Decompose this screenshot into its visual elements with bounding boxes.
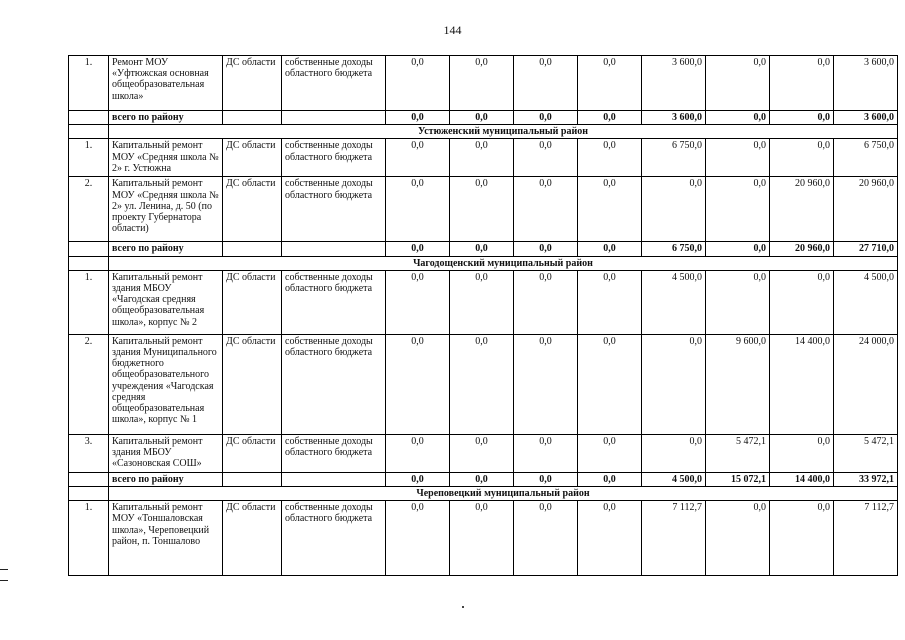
amount-cell: 0,0 [514, 177, 578, 242]
blank-cell [69, 111, 109, 125]
total-label: всего по району [109, 242, 223, 256]
total-label: всего по району [109, 111, 223, 125]
amount-cell: 0,0 [450, 270, 514, 334]
district-name: Устюженский муниципальный район [109, 125, 898, 139]
customer-name: ДС области [223, 177, 282, 242]
object-name: Ремонт МОУ «Уфтюжская основная общеобразовательная школа» [109, 56, 223, 111]
amount-cell: 0,0 [706, 139, 770, 177]
amount-cell: 7 112,7 [834, 501, 898, 576]
blank-cell [69, 472, 109, 486]
amount-cell: 0,0 [386, 177, 450, 242]
amount-cell: 0,0 [578, 334, 642, 434]
page-number: 144 [443, 23, 462, 37]
amount-cell: 0,0 [450, 334, 514, 434]
district-header-row [69, 487, 898, 501]
funding-source: собственные доходы областного бюджета [282, 56, 386, 111]
row-number: 1. [69, 501, 109, 576]
blank-cell [282, 472, 386, 486]
row-number: 1. [69, 270, 109, 334]
table-row [69, 177, 898, 242]
amount-cell: 0,0 [450, 434, 514, 472]
table-row [69, 334, 898, 434]
amount-cell: 6 750,0 [834, 139, 898, 177]
total-amount-cell: 0,0 [450, 472, 514, 486]
amount-cell: 0,0 [642, 177, 706, 242]
amount-cell: 0,0 [770, 501, 834, 576]
amount-cell: 0,0 [514, 434, 578, 472]
object-name: Капитальный ремонт МОУ «Средняя школа № 2» г. Устюжна [109, 139, 223, 177]
row-number: 3. [69, 434, 109, 472]
blank-cell [69, 487, 109, 501]
amount-cell: 4 500,0 [642, 270, 706, 334]
total-amount-cell: 0,0 [578, 472, 642, 486]
district-name: Череповецкий муниципальный район [109, 487, 898, 501]
amount-cell: 3 600,0 [642, 56, 706, 111]
amount-cell: 6 750,0 [642, 139, 706, 177]
total-label: всего по району [109, 472, 223, 486]
amount-cell: 5 472,1 [834, 434, 898, 472]
amount-cell: 3 600,0 [834, 56, 898, 111]
amount-cell: 0,0 [770, 139, 834, 177]
total-amount-cell: 0,0 [386, 472, 450, 486]
amount-cell: 0,0 [386, 501, 450, 576]
total-amount-cell: 0,0 [578, 111, 642, 125]
table-row [69, 139, 898, 177]
blank-cell [223, 111, 282, 125]
margin-mark [0, 569, 8, 570]
total-amount-cell: 20 960,0 [770, 242, 834, 256]
total-amount-cell: 0,0 [450, 111, 514, 125]
object-name: Капитальный ремонт МОУ «Тоншаловская школа», Череповецкий район, п. Тоншалово [109, 501, 223, 576]
blank-cell [282, 242, 386, 256]
budget-table [68, 55, 898, 576]
amount-cell: 5 472,1 [706, 434, 770, 472]
blank-cell [223, 242, 282, 256]
total-amount-cell: 0,0 [578, 242, 642, 256]
object-name: Капитальный ремонт здания Муниципального бюджетного общеобразовательного учреждения «Чагодская средняя общеобразовательная школа», корпус № 1 [109, 334, 223, 434]
funding-source: собственные доходы областного бюджета [282, 334, 386, 434]
district-name: Чагодощенский муниципальный район [109, 256, 898, 270]
margin-mark [0, 580, 8, 581]
amount-cell: 0,0 [706, 270, 770, 334]
customer-name: ДС области [223, 434, 282, 472]
amount-cell: 0,0 [770, 434, 834, 472]
amount-cell: 0,0 [514, 56, 578, 111]
amount-cell: 0,0 [578, 434, 642, 472]
district-header-row [69, 256, 898, 270]
amount-cell: 0,0 [578, 56, 642, 111]
amount-cell: 0,0 [706, 56, 770, 111]
total-amount-cell: 6 750,0 [642, 242, 706, 256]
total-amount-cell: 0,0 [706, 111, 770, 125]
blank-cell [69, 256, 109, 270]
amount-cell: 0,0 [514, 139, 578, 177]
customer-name: ДС области [223, 56, 282, 111]
blank-cell [69, 242, 109, 256]
amount-cell: 7 112,7 [642, 501, 706, 576]
blank-cell [69, 125, 109, 139]
total-amount-cell: 0,0 [706, 242, 770, 256]
amount-cell: 0,0 [386, 434, 450, 472]
row-number: 1. [69, 139, 109, 177]
funding-source: собственные доходы областного бюджета [282, 501, 386, 576]
total-amount-cell: 0,0 [514, 111, 578, 125]
total-amount-cell: 27 710,0 [834, 242, 898, 256]
total-amount-cell: 0,0 [386, 242, 450, 256]
district-header-row [69, 125, 898, 139]
object-name: Капитальный ремонт МОУ «Средняя школа № 2» ул. Ленина, д. 50 (по проекту Губернатора области) [109, 177, 223, 242]
amount-cell: 0,0 [450, 177, 514, 242]
funding-source: собственные доходы областного бюджета [282, 177, 386, 242]
amount-cell: 0,0 [770, 270, 834, 334]
amount-cell: 0,0 [386, 139, 450, 177]
amount-cell: 20 960,0 [770, 177, 834, 242]
amount-cell: 0,0 [514, 270, 578, 334]
total-amount-cell: 0,0 [514, 472, 578, 486]
table-row [69, 56, 898, 111]
funding-source: собственные доходы областного бюджета [282, 434, 386, 472]
amount-cell: 0,0 [578, 501, 642, 576]
amount-cell: 0,0 [770, 56, 834, 111]
amount-cell: 0,0 [450, 139, 514, 177]
table-row [69, 434, 898, 472]
amount-cell: 0,0 [514, 501, 578, 576]
amount-cell: 9 600,0 [706, 334, 770, 434]
amount-cell: 0,0 [706, 177, 770, 242]
amount-cell: 0,0 [450, 501, 514, 576]
total-amount-cell: 0,0 [514, 242, 578, 256]
row-number: 1. [69, 56, 109, 111]
total-amount-cell: 15 072,1 [706, 472, 770, 486]
total-amount-cell: 4 500,0 [642, 472, 706, 486]
total-amount-cell: 3 600,0 [642, 111, 706, 125]
total-amount-cell: 33 972,1 [834, 472, 898, 486]
amount-cell: 14 400,0 [770, 334, 834, 434]
total-amount-cell: 3 600,0 [834, 111, 898, 125]
customer-name: ДС области [223, 139, 282, 177]
amount-cell: 0,0 [450, 56, 514, 111]
total-amount-cell: 0,0 [770, 111, 834, 125]
amount-cell: 20 960,0 [834, 177, 898, 242]
table-row [69, 501, 898, 576]
amount-cell: 0,0 [578, 177, 642, 242]
amount-cell: 0,0 [386, 334, 450, 434]
total-amount-cell: 0,0 [386, 111, 450, 125]
total-amount-cell: 14 400,0 [770, 472, 834, 486]
table-row [69, 270, 898, 334]
amount-cell: 0,0 [386, 270, 450, 334]
amount-cell: 0,0 [578, 139, 642, 177]
scan-artifact [462, 606, 464, 608]
amount-cell: 4 500,0 [834, 270, 898, 334]
amount-cell: 0,0 [642, 334, 706, 434]
district-total-row [69, 242, 898, 256]
object-name: Капитальный ремонт здания МБОУ «Чагодская средняя общеобразовательная школа», корпус № 2 [109, 270, 223, 334]
blank-cell [223, 472, 282, 486]
row-number: 2. [69, 334, 109, 434]
customer-name: ДС области [223, 501, 282, 576]
funding-source: собственные доходы областного бюджета [282, 270, 386, 334]
district-total-row [69, 111, 898, 125]
amount-cell: 0,0 [642, 434, 706, 472]
row-number: 2. [69, 177, 109, 242]
amount-cell: 0,0 [386, 56, 450, 111]
total-amount-cell: 0,0 [450, 242, 514, 256]
funding-source: собственные доходы областного бюджета [282, 139, 386, 177]
blank-cell [282, 111, 386, 125]
customer-name: ДС области [223, 334, 282, 434]
object-name: Капитальный ремонт здания МБОУ «Сазоновская СОШ» [109, 434, 223, 472]
customer-name: ДС области [223, 270, 282, 334]
district-total-row [69, 472, 898, 486]
amount-cell: 0,0 [514, 334, 578, 434]
amount-cell: 0,0 [578, 270, 642, 334]
amount-cell: 24 000,0 [834, 334, 898, 434]
amount-cell: 0,0 [706, 501, 770, 576]
